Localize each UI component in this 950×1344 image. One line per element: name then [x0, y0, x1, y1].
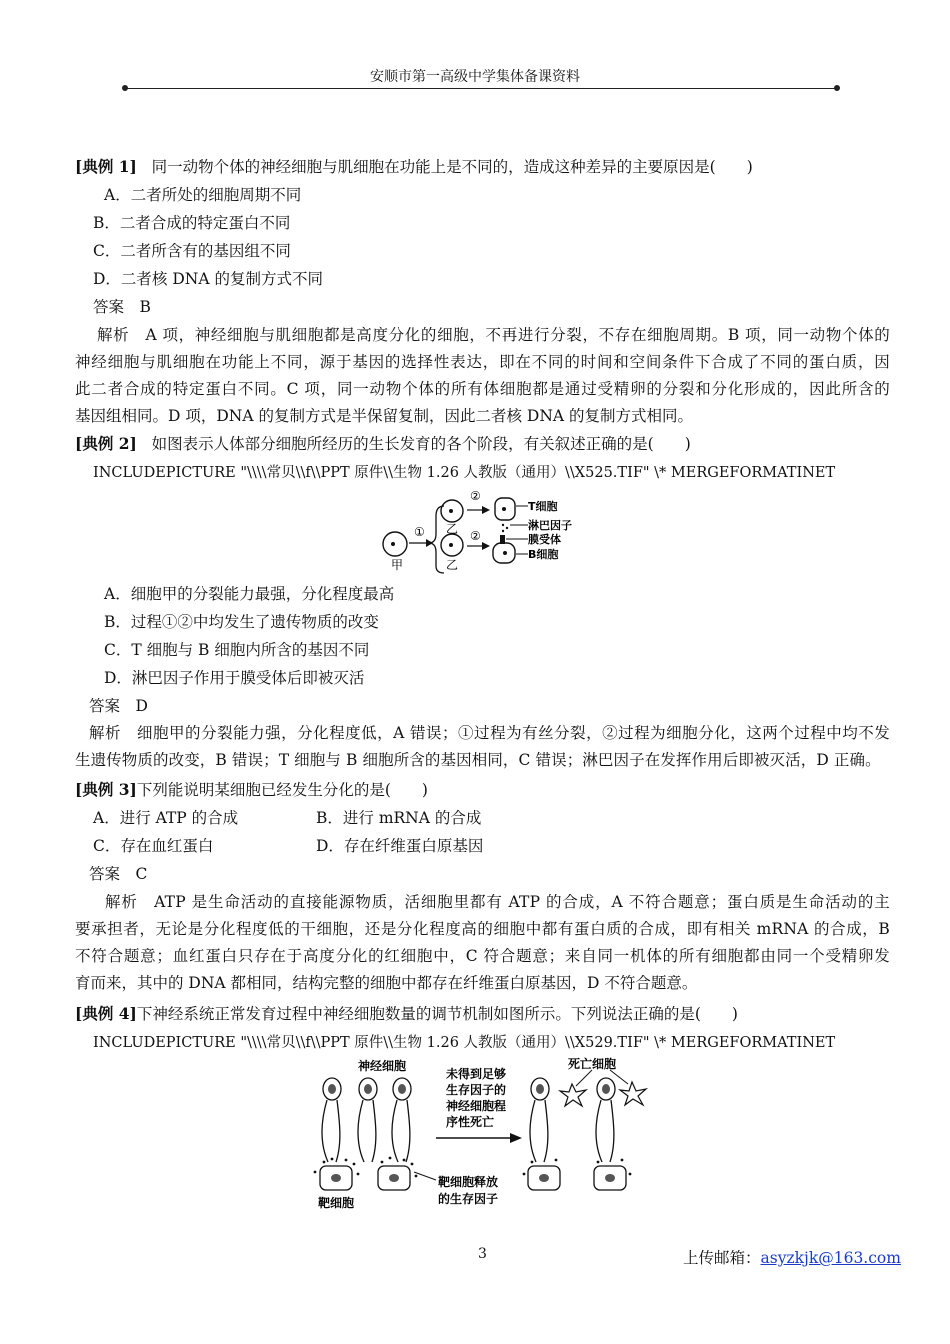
- arrow-process-2-upper-head: [482, 506, 490, 514]
- q1-analysis-line: 神经细胞与肌细胞在功能上不同，源于基因的选择性表达，即在不同的时间和空间条件下合成了不同的蛋白质，因: [75, 353, 890, 371]
- q4-tag: [典例 4]: [75, 1004, 137, 1023]
- q4-stem-line: [75, 1002, 738, 1024]
- q3-stem: 下列能说明某细胞已经发生分化的是( ): [136, 781, 428, 799]
- neuron-label: 神经细胞: [358, 1059, 407, 1073]
- process-2-lower-label: ②: [470, 529, 481, 543]
- q1-option-a: A．二者所处的细胞周期不同: [104, 186, 302, 204]
- q2-tag: [典例 2]: [75, 434, 137, 453]
- survival-factor-dots-right: [523, 1159, 632, 1176]
- q3-option-a: A．进行 ATP 的合成: [93, 809, 239, 827]
- q2-option-a: A．细胞甲的分裂能力最强，分化程度最高: [104, 585, 395, 603]
- q1-analysis-line: 解析 A 项，神经细胞与肌细胞都是高度分化的细胞，不再进行分裂，不存在细胞周期。B 项，同一动物个体的: [97, 326, 890, 344]
- q1-stem: 同一动物个体的神经细胞与肌细胞在功能上是不同的，造成这种差异的主要原因是( ): [151, 158, 753, 176]
- process-2-upper-label: ②: [470, 489, 481, 503]
- mail-label: 上传邮箱：: [683, 1249, 761, 1267]
- b-cell-label: B细胞: [528, 548, 559, 561]
- receptor-label: 膜受体: [528, 533, 561, 546]
- cell-yi-lower-label: 乙: [446, 558, 459, 572]
- process-1-label: ①: [414, 525, 425, 539]
- process-arrow-head: [510, 1133, 522, 1143]
- q1-analysis-line: 基因组相同。D 项，DNA 的复制方式是半保留复制，因此二者核 DNA 的复制方式相同。: [75, 407, 694, 425]
- q3-analysis-line: 不符合题意；血红蛋白只存在于高度分化的红细胞中，C 符合题意；来自同一机体的所有细胞都由同一个受精卵发: [75, 947, 890, 965]
- header-title: 安顺市第一高级中学集体备课资料: [370, 69, 580, 85]
- dead-cell-label: 死亡细胞: [568, 1057, 617, 1071]
- lymphokine-dot: [502, 524, 504, 526]
- page-number: 3: [478, 1246, 487, 1262]
- upload-mail: [683, 1246, 901, 1268]
- factor-label-line: 靶细胞释放: [438, 1175, 499, 1189]
- q3-tag: [典例 3]: [75, 780, 137, 799]
- q3-analysis-line: 要承担者，无论是分化程度低的干细胞，还是分化程度高的细胞中都有蛋白质的合成，即有相关 mRNA 的合成，B: [75, 920, 890, 938]
- cell-yi-lower-nucleus: [449, 543, 453, 547]
- q1-tag: [典例 1]: [75, 157, 137, 176]
- q1-stem-line: [75, 155, 753, 177]
- q2-stem: 如图表示人体部分细胞所经历的生长发育的各个阶段，有关叙述正确的是( ): [151, 435, 691, 453]
- lymphokine-dot: [502, 530, 504, 532]
- q4-stem: 下神经系统正常发育过程中神经细胞数量的调节机制如图所示。下列说法正确的是( ): [136, 1005, 738, 1023]
- q3-option-c: C．存在血红蛋白: [93, 837, 214, 855]
- factor-label-line: 的生存因子: [438, 1192, 499, 1206]
- header-rule: [125, 88, 837, 89]
- target-cell-nuclei-right: [539, 1174, 615, 1182]
- q1-option-b: B．二者合成的特定蛋白不同: [93, 214, 291, 232]
- cell-differentiation-diagram: [378, 488, 588, 574]
- survival-factor-dots-left: [314, 1157, 418, 1178]
- cell-yi-upper-nucleus: [449, 509, 453, 513]
- dead-cell-leader: [576, 1070, 592, 1086]
- lymphokine-label: 淋巴因子: [528, 519, 572, 532]
- q2-analysis-line: 生遗传物质的改变，B 错误；T 细胞与 B 细胞所含的基因相同，C 错误；淋巴因子在发挥作用后即被灭活，D 正确。: [75, 751, 881, 769]
- cell-yi-upper-label: 乙: [446, 522, 459, 536]
- q2-option-b: B．过程①②中均发生了遗传物质的改变: [104, 613, 379, 631]
- q3-stem-line: [75, 778, 428, 800]
- q1-option-c: C．二者所含有的基因组不同: [93, 242, 291, 260]
- q3-option-b: B．进行 mRNA 的合成: [316, 809, 482, 827]
- arrow-text-line: 序性死亡: [446, 1115, 495, 1129]
- q1-analysis-line: 此二者合成的特定蛋白不同。C 项，同一动物个体的所有体细胞都是通过受精卵的分裂和分化形成的，因此所含的: [75, 380, 890, 398]
- t-cell-label: T细胞: [528, 500, 558, 513]
- q3-analysis-line: 解析 ATP 是生命活动的直接能源物质，活细胞里都有 ATP 的合成，A 不符合题意；蛋白质是生命活动的主: [105, 893, 890, 911]
- b-cell-nucleus: [503, 551, 507, 555]
- q2-analysis-line: 解析 细胞甲的分裂能力强，分化程度低，A 错误；①过程为有丝分裂，②过程为细胞分化，这两个过程中均不发: [89, 724, 890, 742]
- cell-jia-nucleus: [391, 542, 395, 546]
- t-cell-nucleus: [502, 507, 506, 511]
- header-rule-right-dot: [834, 85, 840, 91]
- q3-option-d: D．存在纤维蛋白原基因: [316, 837, 484, 855]
- q2-answer: 答案 D: [89, 697, 148, 715]
- mail-link[interactable]: asyzkjk@163.com: [760, 1249, 901, 1267]
- neuron-apoptosis-diagram: [310, 1054, 670, 1214]
- q2-includepicture-field: INCLUDEPICTURE "\\\\常贝\\f\\PPT 原件\\生物 1.26 人教版（通用）\\X525.TIF" \* MERGEFORMATINET: [93, 465, 836, 481]
- arrow-process-2-lower-head: [482, 542, 490, 550]
- q2-option-c: C．T 细胞与 B 细胞内所含的基因不同: [104, 641, 370, 659]
- q3-answer: 答案 C: [89, 865, 148, 883]
- cell-jia-label: 甲: [391, 558, 404, 572]
- lymphokine-dot: [506, 527, 508, 529]
- arrow-text-line: 未得到足够: [446, 1067, 507, 1081]
- dead-neurons: [560, 1082, 646, 1106]
- q1-answer: 答案 B: [93, 298, 151, 316]
- healthy-neuron-nuclei: [328, 1084, 406, 1094]
- q3-analysis-line: 育而来，其中的 DNA 都相同，结构完整的细胞中都存在纤维蛋白原基因，D 不符合题意。: [75, 974, 698, 992]
- q1-option-d: D．二者核 DNA 的复制方式不同: [93, 270, 323, 288]
- arrow-text-line: 神经细胞程: [446, 1099, 507, 1113]
- q4-includepicture-field: INCLUDEPICTURE "\\\\常贝\\f\\PPT 原件\\生物 1.26 人教版（通用）\\X529.TIF" \* MERGEFORMATINET: [93, 1035, 836, 1051]
- q2-option-d: D．淋巴因子作用于膜受体后即被灭活: [104, 669, 365, 687]
- arrow-text-line: 生存因子的: [446, 1083, 507, 1097]
- target-cell-nuclei-left: [331, 1174, 399, 1182]
- q2-stem-line: [75, 432, 691, 454]
- target-cell-label: 靶细胞: [318, 1196, 355, 1210]
